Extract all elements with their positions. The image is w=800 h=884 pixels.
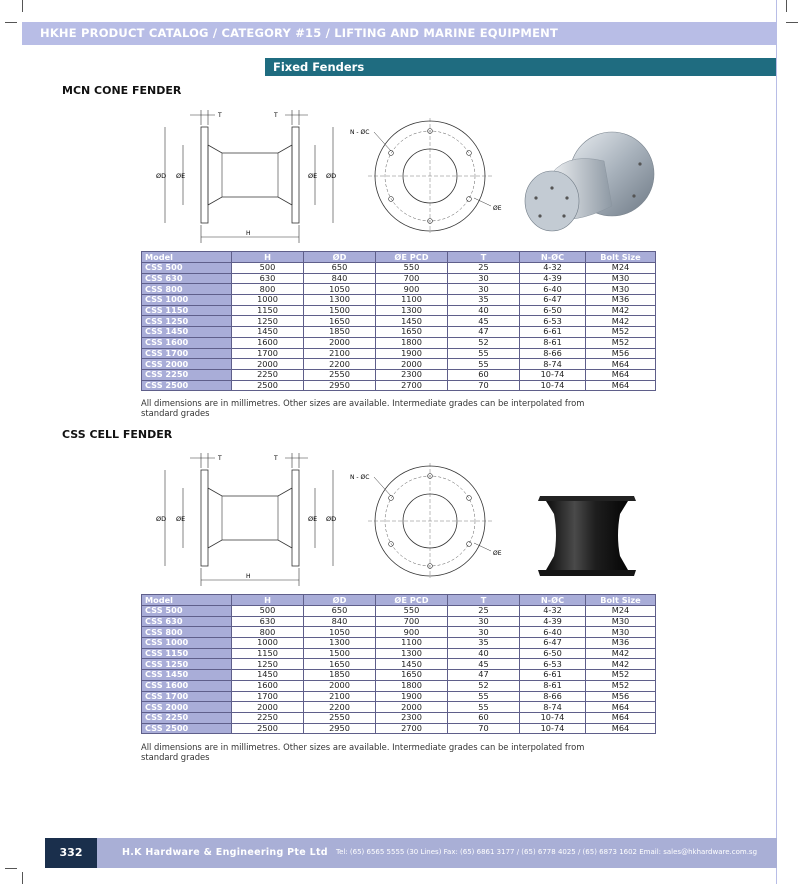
model-cell: CSS 1600 — [142, 680, 232, 691]
table-cell: 1100 — [376, 638, 448, 649]
column-header-h: H — [232, 252, 304, 263]
table-row — [142, 263, 656, 274]
model-cell: CSS 2000 — [142, 702, 232, 713]
model-cell: CSS 2250 — [142, 712, 232, 723]
table-cell: 6-40 — [520, 284, 586, 295]
model-cell: CSS 500 — [142, 606, 232, 617]
table-cell: 10-74 — [520, 712, 586, 723]
svg-text:ØD: ØD — [326, 172, 337, 180]
table-row — [142, 380, 656, 391]
product-title-css-cell-fender: CSS CELL FENDER — [62, 428, 173, 441]
table-row — [142, 616, 656, 627]
table-cell: 1800 — [376, 337, 448, 348]
crop-mark — [5, 22, 17, 23]
table-cell: M64 — [586, 380, 656, 391]
svg-text:ØD: ØD — [156, 172, 167, 180]
table-cell: 1650 — [376, 670, 448, 681]
table-row — [142, 691, 656, 702]
model-cell: CSS 1700 — [142, 348, 232, 359]
svg-text:ØE: ØE — [308, 515, 318, 523]
table-row — [142, 680, 656, 691]
table-cell: 35 — [448, 295, 520, 306]
spec-table-css-cell-fender — [141, 594, 656, 734]
model-cell: CSS 2250 — [142, 369, 232, 380]
svg-text:H: H — [246, 230, 251, 237]
table-cell: 8-74 — [520, 359, 586, 370]
crop-mark — [786, 0, 787, 12]
table-cell: 700 — [376, 273, 448, 284]
column-header-od: ØD — [304, 595, 376, 606]
table-cell: M42 — [586, 305, 656, 316]
table-cell: 4-32 — [520, 606, 586, 617]
table-cell: 650 — [304, 606, 376, 617]
column-header-od: ØD — [304, 252, 376, 263]
table-footnote: All dimensions are in millimetres. Other sizes are available. Intermediate grades can be interpolated from standard grades — [141, 398, 585, 418]
table-row — [142, 305, 656, 316]
table-cell: 10-74 — [520, 723, 586, 734]
table-cell: 6-53 — [520, 316, 586, 327]
svg-text:ØE: ØE — [493, 205, 502, 212]
svg-text:ØD: ØD — [326, 515, 337, 523]
table-cell: 60 — [448, 712, 520, 723]
table-cell: 900 — [376, 284, 448, 295]
table-cell: 1450 — [376, 659, 448, 670]
table-header-row — [142, 595, 656, 606]
side-view-drawing — [150, 448, 360, 592]
model-cell: CSS 1250 — [142, 316, 232, 327]
table-cell: 650 — [304, 263, 376, 274]
model-cell: CSS 1600 — [142, 337, 232, 348]
table-cell: M30 — [586, 273, 656, 284]
table-cell: 1050 — [304, 284, 376, 295]
table-cell: 45 — [448, 316, 520, 327]
table-cell: 1650 — [376, 327, 448, 338]
cell-fender-photo — [532, 492, 642, 584]
table-cell: 47 — [448, 327, 520, 338]
table-cell: 630 — [232, 273, 304, 284]
table-cell: M36 — [586, 638, 656, 649]
table-cell: 2100 — [304, 691, 376, 702]
svg-text:ØE: ØE — [308, 172, 318, 180]
crop-mark — [22, 0, 23, 12]
table-cell: 30 — [448, 627, 520, 638]
table-cell: 47 — [448, 670, 520, 681]
flange-face-drawing — [348, 463, 518, 582]
table-cell: 2000 — [232, 359, 304, 370]
table-cell: 2100 — [304, 348, 376, 359]
table-row — [142, 712, 656, 723]
table-cell: 30 — [448, 273, 520, 284]
model-cell: CSS 1450 — [142, 670, 232, 681]
table-cell: 1100 — [376, 295, 448, 306]
footer-contact-info: Tel: (65) 6565 5555 (30 Lines) Fax: (65) 6861 3177 / (65) 6778 4025 / (65) 6873 1602 Email: sales@hkhardware.com.sg — [336, 848, 758, 856]
column-header-bolt-size: Bolt Size — [586, 595, 656, 606]
svg-text:ØE: ØE — [176, 172, 186, 180]
table-cell: 1650 — [304, 316, 376, 327]
table-cell: 1650 — [304, 659, 376, 670]
table-row — [142, 659, 656, 670]
table-cell: 30 — [448, 616, 520, 627]
table-cell: M36 — [586, 295, 656, 306]
svg-text:N - ØC: N - ØC — [350, 474, 370, 481]
table-cell: 1450 — [232, 670, 304, 681]
table-cell: 1150 — [232, 305, 304, 316]
table-row — [142, 273, 656, 284]
crop-mark — [786, 22, 798, 23]
table-cell: 70 — [448, 380, 520, 391]
table-cell: 2000 — [376, 359, 448, 370]
catalog-header-title: HKHE PRODUCT CATALOG / CATEGORY #15 / LIFTING AND MARINE EQUIPMENT — [40, 26, 558, 40]
model-cell: CSS 2500 — [142, 723, 232, 734]
crop-mark — [22, 872, 23, 884]
table-row — [142, 327, 656, 338]
table-cell: 550 — [376, 606, 448, 617]
table-cell: M64 — [586, 723, 656, 734]
table-footnote: All dimensions are in millimetres. Other sizes are available. Intermediate grades can be interpolated from standard grades — [141, 742, 585, 762]
table-row — [142, 348, 656, 359]
table-cell: 1600 — [232, 337, 304, 348]
table-cell: 2700 — [376, 723, 448, 734]
model-cell: CSS 630 — [142, 273, 232, 284]
svg-text:T: T — [274, 455, 278, 462]
table-cell: 1850 — [304, 327, 376, 338]
table-cell: 8-74 — [520, 702, 586, 713]
table-cell: 1800 — [376, 680, 448, 691]
table-row — [142, 627, 656, 638]
flange-face-drawing — [348, 118, 518, 237]
table-cell: 2700 — [376, 380, 448, 391]
table-cell: 1900 — [376, 348, 448, 359]
table-cell: M42 — [586, 648, 656, 659]
table-cell: 10-74 — [520, 380, 586, 391]
table-cell: 40 — [448, 305, 520, 316]
table-row — [142, 369, 656, 380]
footer-company-name: H.K Hardware & Engineering Pte Ltd — [122, 847, 328, 858]
table-cell: 1300 — [304, 638, 376, 649]
table-cell: 8-66 — [520, 691, 586, 702]
table-cell: 55 — [448, 691, 520, 702]
table-cell: 1450 — [232, 327, 304, 338]
table-cell: 2000 — [376, 702, 448, 713]
table-cell: 25 — [448, 263, 520, 274]
table-cell: M30 — [586, 627, 656, 638]
table-row — [142, 295, 656, 306]
table-cell: 8-61 — [520, 337, 586, 348]
table-row — [142, 638, 656, 649]
model-cell: CSS 2000 — [142, 359, 232, 370]
table-cell: M52 — [586, 680, 656, 691]
model-cell: CSS 1000 — [142, 638, 232, 649]
table-cell: 45 — [448, 659, 520, 670]
table-cell: 1600 — [232, 680, 304, 691]
table-cell: M42 — [586, 316, 656, 327]
page-number: 332 — [59, 846, 83, 859]
table-cell: 4-32 — [520, 263, 586, 274]
table-cell: 6-47 — [520, 295, 586, 306]
model-cell: CSS 800 — [142, 627, 232, 638]
table-cell: 900 — [376, 627, 448, 638]
table-cell: 8-66 — [520, 348, 586, 359]
table-header-row — [142, 252, 656, 263]
table-cell: 700 — [376, 616, 448, 627]
table-cell: 70 — [448, 723, 520, 734]
table-cell: 1500 — [304, 305, 376, 316]
table-cell: M30 — [586, 616, 656, 627]
table-row — [142, 702, 656, 713]
table-cell: M64 — [586, 369, 656, 380]
table-cell: M52 — [586, 670, 656, 681]
table-cell: 2200 — [304, 359, 376, 370]
model-cell: CSS 1150 — [142, 648, 232, 659]
table-cell: 10-74 — [520, 369, 586, 380]
table-cell: M56 — [586, 348, 656, 359]
table-cell: 40 — [448, 648, 520, 659]
table-cell: 6-50 — [520, 648, 586, 659]
cone-fender-photo — [512, 126, 662, 240]
table-cell: 1250 — [232, 316, 304, 327]
table-cell: 4-39 — [520, 273, 586, 284]
table-cell: 6-47 — [520, 638, 586, 649]
table-cell: 1900 — [376, 691, 448, 702]
table-cell: 2000 — [232, 702, 304, 713]
svg-text:N - ØC: N - ØC — [350, 129, 370, 136]
svg-text:T: T — [218, 112, 222, 119]
model-cell: CSS 1250 — [142, 659, 232, 670]
table-cell: 8-61 — [520, 680, 586, 691]
svg-text:ØE: ØE — [493, 550, 502, 557]
table-cell: 55 — [448, 702, 520, 713]
table-cell: 2950 — [304, 723, 376, 734]
table-cell: 25 — [448, 606, 520, 617]
page-edge-line — [776, 0, 777, 884]
table-row — [142, 723, 656, 734]
svg-text:T: T — [218, 455, 222, 462]
svg-text:H: H — [246, 573, 251, 580]
table-cell: 6-40 — [520, 627, 586, 638]
table-cell: 630 — [232, 616, 304, 627]
table-row — [142, 670, 656, 681]
model-cell: CSS 1000 — [142, 295, 232, 306]
table-cell: M52 — [586, 327, 656, 338]
table-row — [142, 606, 656, 617]
table-cell: 2000 — [304, 680, 376, 691]
table-row — [142, 337, 656, 348]
table-cell: 2500 — [232, 380, 304, 391]
table-cell: 1250 — [232, 659, 304, 670]
table-cell: 2000 — [304, 337, 376, 348]
table-cell: M30 — [586, 284, 656, 295]
table-cell: M24 — [586, 263, 656, 274]
svg-text:ØD: ØD — [156, 515, 167, 523]
table-cell: 1150 — [232, 648, 304, 659]
table-cell: 60 — [448, 369, 520, 380]
table-cell: M42 — [586, 659, 656, 670]
table-cell: 840 — [304, 273, 376, 284]
table-cell: 840 — [304, 616, 376, 627]
table-cell: M56 — [586, 691, 656, 702]
table-cell: 1500 — [304, 648, 376, 659]
column-header-oe-pcd: ØE PCD — [376, 252, 448, 263]
table-row — [142, 284, 656, 295]
table-cell: 30 — [448, 284, 520, 295]
table-cell: 2550 — [304, 369, 376, 380]
table-cell: M52 — [586, 337, 656, 348]
table-cell: 2950 — [304, 380, 376, 391]
table-cell: 1300 — [376, 648, 448, 659]
table-cell: 2300 — [376, 712, 448, 723]
table-cell: 55 — [448, 359, 520, 370]
table-cell: 4-39 — [520, 616, 586, 627]
table-cell: 1450 — [376, 316, 448, 327]
table-cell: 52 — [448, 337, 520, 348]
table-cell: 800 — [232, 627, 304, 638]
table-cell: 2300 — [376, 369, 448, 380]
model-cell: CSS 800 — [142, 284, 232, 295]
column-header-model: Model — [142, 595, 232, 606]
table-cell: 6-61 — [520, 327, 586, 338]
table-cell: 55 — [448, 348, 520, 359]
table-cell: 6-61 — [520, 670, 586, 681]
model-cell: CSS 2500 — [142, 380, 232, 391]
table-cell: M64 — [586, 702, 656, 713]
table-cell: 550 — [376, 263, 448, 274]
table-cell: 500 — [232, 606, 304, 617]
table-cell: 1000 — [232, 295, 304, 306]
table-cell: 2250 — [232, 712, 304, 723]
product-title-mcn-cone-fender: MCN CONE FENDER — [62, 84, 182, 97]
column-header-h: H — [232, 595, 304, 606]
table-cell: M64 — [586, 359, 656, 370]
table-cell: 2500 — [232, 723, 304, 734]
section-title: Fixed Fenders — [273, 60, 365, 74]
table-cell: 1050 — [304, 627, 376, 638]
table-cell: 1700 — [232, 691, 304, 702]
table-cell: 1850 — [304, 670, 376, 681]
table-cell: M24 — [586, 606, 656, 617]
table-cell: 2250 — [232, 369, 304, 380]
spec-table-mcn-cone-fender — [141, 251, 656, 391]
table-cell: 1700 — [232, 348, 304, 359]
column-header-n-oc: N-ØC — [520, 252, 586, 263]
table-cell: 1300 — [304, 295, 376, 306]
table-cell: 1000 — [232, 638, 304, 649]
model-cell: CSS 500 — [142, 263, 232, 274]
table-cell: 2200 — [304, 702, 376, 713]
table-cell: 52 — [448, 680, 520, 691]
table-cell: 6-53 — [520, 659, 586, 670]
column-header-bolt-size: Bolt Size — [586, 252, 656, 263]
table-cell: 1300 — [376, 305, 448, 316]
table-cell: M64 — [586, 712, 656, 723]
table-cell: 2550 — [304, 712, 376, 723]
table-row — [142, 648, 656, 659]
column-header-t: T — [448, 595, 520, 606]
column-header-model: Model — [142, 252, 232, 263]
crop-mark — [5, 868, 17, 869]
model-cell: CSS 1450 — [142, 327, 232, 338]
svg-text:ØE: ØE — [176, 515, 186, 523]
table-row — [142, 359, 656, 370]
column-header-oe-pcd: ØE PCD — [376, 595, 448, 606]
model-cell: CSS 630 — [142, 616, 232, 627]
model-cell: CSS 1150 — [142, 305, 232, 316]
table-cell: 35 — [448, 638, 520, 649]
table-cell: 6-50 — [520, 305, 586, 316]
column-header-t: T — [448, 252, 520, 263]
column-header-n-oc: N-ØC — [520, 595, 586, 606]
table-row — [142, 316, 656, 327]
side-view-drawing — [150, 105, 360, 249]
table-cell: 500 — [232, 263, 304, 274]
table-cell: 800 — [232, 284, 304, 295]
svg-text:T: T — [274, 112, 278, 119]
model-cell: CSS 1700 — [142, 691, 232, 702]
